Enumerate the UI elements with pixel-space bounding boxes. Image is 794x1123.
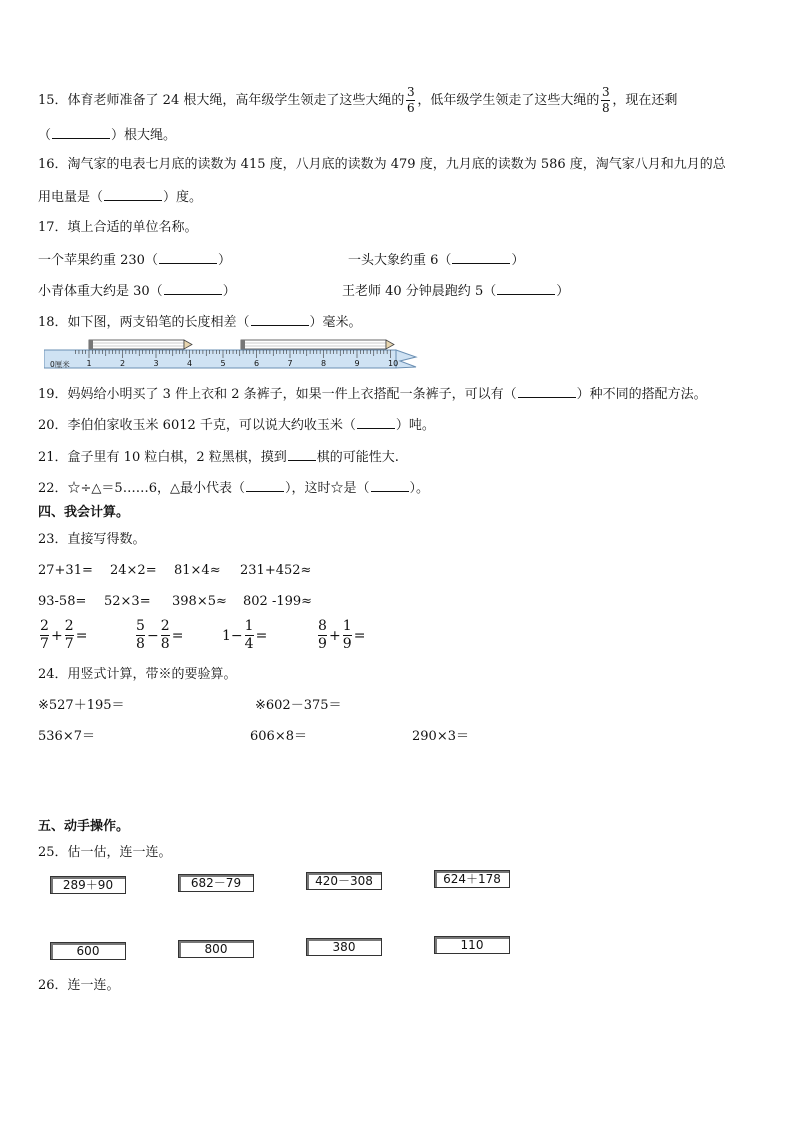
question-22 (38, 477, 429, 499)
ruler-number-label: 4 (187, 359, 193, 368)
answer-blank[interactable] (52, 124, 110, 139)
answer-blank[interactable] (497, 280, 555, 295)
question-20 (38, 414, 435, 436)
equals: = (255, 627, 268, 644)
ruler-number-label: 5 (220, 359, 226, 368)
q15-fraction-1 (406, 86, 415, 115)
answer-blank[interactable] (164, 280, 222, 295)
q17-item-weight (38, 280, 236, 302)
q19-text-b: ）种不同的搭配方法。 (576, 387, 707, 402)
q22-text-c: ）。 (409, 481, 430, 496)
estimate-expression-card[interactable]: 624＋178 (434, 870, 510, 888)
question-19 (38, 383, 707, 405)
question-21 (38, 446, 399, 468)
estimate-expression-card[interactable]: 682－79 (178, 874, 254, 892)
equals: = (353, 627, 366, 644)
paren-close: ） (556, 284, 570, 299)
ruler-number-label: 10 (388, 359, 399, 368)
paren-close: ） (222, 284, 236, 299)
vertical-calc-item: 606×8＝ (250, 729, 307, 744)
equals: = (171, 627, 184, 644)
fraction (40, 619, 49, 652)
estimate-value-card[interactable]: 800 (178, 940, 254, 958)
fraction (343, 619, 352, 652)
q15-fraction-2 (601, 86, 610, 115)
q21-text-a: 21．盒子里有 10 粒白棋，2 粒黑棋，摸到 (38, 450, 287, 465)
operand: 1− (222, 627, 243, 644)
calc-item: 27+31= (38, 563, 93, 578)
estimate-value-card[interactable]: 600 (50, 942, 126, 960)
answer-blank[interactable] (518, 383, 576, 398)
pencil-2 (241, 340, 394, 349)
denominator: 8 (160, 636, 170, 652)
denominator: 7 (40, 636, 49, 652)
calc-item: 24×2= (110, 563, 157, 578)
question-16-line2 (38, 186, 202, 208)
question-26-title: 26．连一连。 (38, 978, 120, 993)
q15-text-b: ，低年级学生领走了这些大绳的 (417, 92, 600, 108)
denominator: 4 (244, 636, 254, 652)
vertical-calc-item: 290×3＝ (412, 729, 469, 744)
answer-blank[interactable] (452, 249, 510, 264)
q17-item-run (342, 280, 569, 302)
equals: = (75, 627, 88, 644)
denominator: 7 (64, 636, 74, 652)
numerator: 1 (244, 618, 254, 634)
question-15-line1 (38, 86, 677, 115)
question-25-title: 25．估一估，连一连。 (38, 845, 172, 860)
ruler-unit-label: 0厘米 (50, 360, 70, 369)
answer-blank[interactable] (357, 414, 395, 429)
q17-item-apple (38, 249, 231, 271)
fraction (161, 619, 170, 652)
estimate-value-card[interactable]: 380 (306, 938, 382, 956)
denominator: 6 (407, 101, 415, 115)
fraction-expression (316, 619, 365, 652)
question-15-line2 (38, 124, 176, 146)
ruler-number-label: 8 (321, 359, 327, 368)
denominator: 9 (342, 636, 352, 652)
calc-item: 81×4≈ (174, 563, 221, 578)
paren-close: ） (217, 253, 231, 268)
numerator: 5 (136, 618, 145, 634)
q17-a-text: 一个苹果约重 230（ (38, 253, 158, 268)
answer-blank[interactable] (371, 477, 409, 492)
calc-item: 231+452≈ (240, 563, 312, 578)
fraction-expression (134, 619, 183, 652)
operator: + (51, 627, 63, 644)
numerator: 2 (40, 618, 49, 634)
answer-blank[interactable] (246, 477, 284, 492)
q22-text-b: ），这时☆是（ (284, 481, 370, 496)
ruler-number-label: 1 (86, 359, 92, 368)
section-5-title: 五、动手操作。 (38, 819, 130, 834)
calc-item: 52×3= (104, 594, 151, 609)
q16-text-a: 用电量是（ (38, 190, 104, 205)
question-17-title: 17．填上合适的单位名称。 (38, 220, 198, 235)
q15-text-c: ，现在还剩 (612, 92, 678, 108)
q19-text-a: 19．妈妈给小明买了 3 件上衣和 2 条裤子，如果一件上衣搭配一条裤子，可以有（ (38, 387, 517, 402)
numerator: 2 (160, 618, 170, 634)
question-24-title: 24．用竖式计算，带※的要验算。 (38, 667, 237, 682)
paren-close: ） (511, 253, 525, 268)
ruler-number-label: 2 (120, 359, 126, 368)
denominator: 9 (318, 636, 327, 652)
answer-blank[interactable] (159, 249, 217, 264)
question-23-title: 23．直接写得数。 (38, 532, 146, 547)
q16-text-b: ）度。 (163, 190, 203, 205)
vertical-calc-item: ※602－375＝ (255, 698, 342, 713)
denominator: 8 (136, 636, 145, 652)
q15-text-a: 15．体育老师准备了 24 根大绳，高年级学生领走了这些大绳的 (38, 92, 405, 108)
estimate-value-card[interactable]: 110 (434, 936, 510, 954)
estimate-expression-card[interactable]: 289＋90 (50, 876, 126, 894)
operator: + (329, 627, 341, 644)
paren-open: （ (38, 128, 52, 143)
question-16-line1: 16．淘气家的电表七月底的读数为 415 度，八月底的读数为 479 度，九月底的读数为 586 度，淘气家八月和九月的总 (38, 157, 726, 172)
q21-text-b: 棋的可能性大. (316, 450, 399, 465)
ruler-torn-edge (396, 350, 416, 368)
calc-item: 398×5≈ (172, 594, 227, 609)
answer-blank[interactable] (104, 186, 162, 201)
ruler-number-label: 3 (153, 359, 159, 368)
q18-text-a: 18．如下图，两支铅笔的长度相差（ (38, 315, 250, 330)
denominator: 8 (602, 101, 610, 115)
q17-item-elephant (348, 249, 524, 271)
ruler-with-pencils-figure (44, 337, 419, 371)
fraction-expression (38, 619, 87, 652)
operator: − (147, 627, 159, 644)
paren-close: ）根大绳。 (111, 128, 177, 143)
vertical-calc-item: 536×7＝ (38, 729, 95, 744)
answer-blank[interactable] (251, 311, 309, 326)
estimate-expression-card[interactable]: 420－308 (306, 872, 382, 890)
numerator: 8 (318, 618, 327, 634)
fraction (245, 619, 254, 652)
section-4-title: 四、我会计算。 (38, 505, 130, 520)
fraction (318, 619, 327, 652)
q17-b-text: 一头大象约重 6（ (348, 253, 452, 268)
pencil-1 (89, 340, 192, 349)
fraction (136, 619, 145, 652)
question-18 (38, 311, 362, 333)
vertical-calc-item: ※527＋195＝ (38, 698, 125, 713)
fraction (65, 619, 74, 652)
numerator: 2 (64, 618, 74, 634)
q20-text-b: ）吨。 (395, 418, 435, 433)
calc-item: 802 -199≈ (243, 594, 313, 609)
q17-d-text: 王老师 40 分钟晨跑约 5（ (342, 284, 497, 299)
ruler-number-label: 6 (254, 359, 260, 368)
fraction-expression (222, 619, 267, 652)
ruler-number-label: 7 (287, 359, 293, 368)
numerator: 1 (342, 618, 352, 634)
numerator: 3 (602, 85, 610, 99)
q20-text-a: 20．李伯伯家收玉米 6012 千克，可以说大约收玉米（ (38, 418, 356, 433)
q18-text-b: ）毫米。 (309, 315, 362, 330)
q17-c-text: 小青体重大约是 30（ (38, 284, 163, 299)
ruler-number-label: 9 (354, 359, 360, 368)
q22-text-a: 22．☆÷△＝5……6，△最小代表（ (38, 481, 245, 496)
numerator: 3 (407, 85, 415, 99)
answer-blank[interactable] (288, 446, 316, 461)
calc-item: 93-58= (38, 594, 87, 609)
